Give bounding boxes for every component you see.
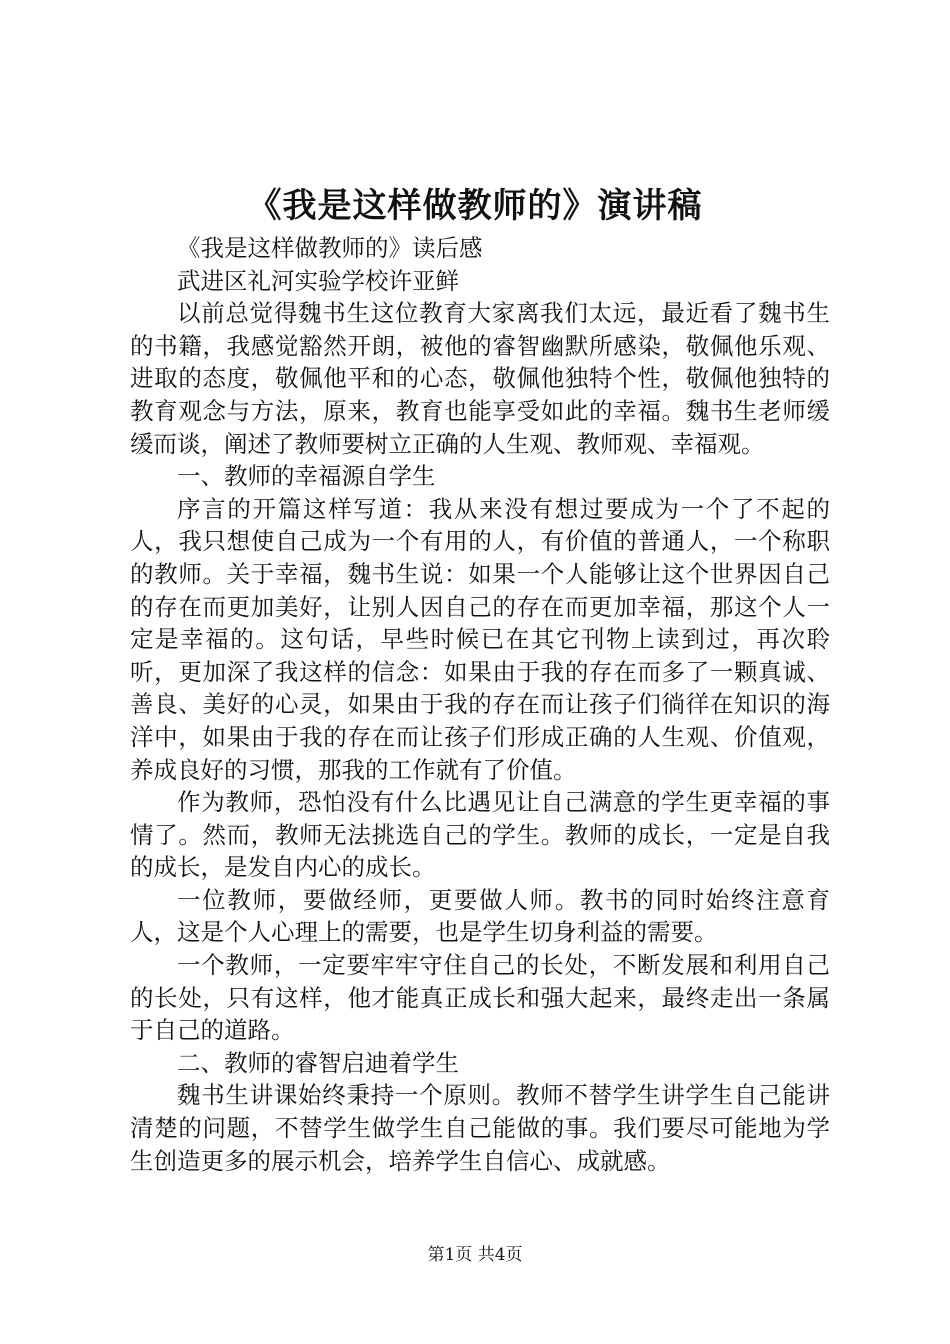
section-heading-1: 一、教师的幸福源自学生 bbox=[177, 462, 436, 491]
paragraph-author: 武进区礼河实验学校许亚鲜 bbox=[177, 266, 459, 295]
paragraph-intro: 以前总觉得魏书生这位教育大家离我们太远，最近看了魏书生的书籍，我感觉豁然开朗，被他的睿智幽默所感染，敬佩他乐观、进取的态度，敬佩他平和的心态，敬佩他独特个性，敬佩他独特的教育观念与方法，原来，教育也能享受如此的幸福。魏书生老师缓缓而谈，阐述了教师要树立正确的人生观、教师观、幸福观。 bbox=[130, 299, 830, 458]
paragraph-subtitle: 《我是这样做教师的》读后感 bbox=[177, 234, 483, 262]
paragraph: 作为教师，恐怕没有什么比遇见让自己满意的学生更幸福的事情了。然而，教师无法挑选自己的学生。教师的成长，一定是自我的成长，是发自内心的成长。 bbox=[130, 788, 830, 882]
document-body bbox=[130, 232, 830, 1177]
paragraph: 一个教师，一定要牢牢守住自己的长处，不断发展和利用自己的长处，只有这样，他才能真正成长和强大起来，最终走出一条属于自己的道路。 bbox=[130, 951, 830, 1045]
paragraph: 魏书生讲课始终秉持一个原则。教师不替学生讲学生自己能讲清楚的问题，不替学生做学生自己能做的事。我们要尽可能地为学生创造更多的展示机会，培养学生自信心、成就感。 bbox=[130, 1081, 830, 1175]
paragraph: 序言的开篇这样写道：我从来没有想过要成为一个了不起的人，我只想使自己成为一个有用的人，有价值的普通人，一个称职的教师。关于幸福，魏书生说：如果一个人能够让这个世界因自己的存在而更加美好，让别人因自己的存在而更加幸福，那这个人一定是幸福的。这句话，早些时候已在其它刊物上读到过，再次聆听，更加深了我这样的信念：如果由于我的存在而多了一颗真诚、善良、美好的心灵，如果由于我的存在而让孩子们徜徉在知识的海洋中，如果由于我的存在而让孩子们形成正确的人生观、价值观，养成良好的习惯，那我的工作就有了价值。 bbox=[130, 494, 830, 784]
section-heading-2: 二、教师的睿智启迪着学生 bbox=[177, 1048, 459, 1077]
paragraph: 一位教师，要做经师，更要做人师。教书的同时始终注意育人，这是个人心理上的需要，也是学生切身利益的需要。 bbox=[130, 885, 830, 947]
page-number-footer: 第1页 共4页 bbox=[427, 1245, 523, 1265]
document-title: 《我是这样做教师的》演讲稿 bbox=[247, 186, 703, 226]
